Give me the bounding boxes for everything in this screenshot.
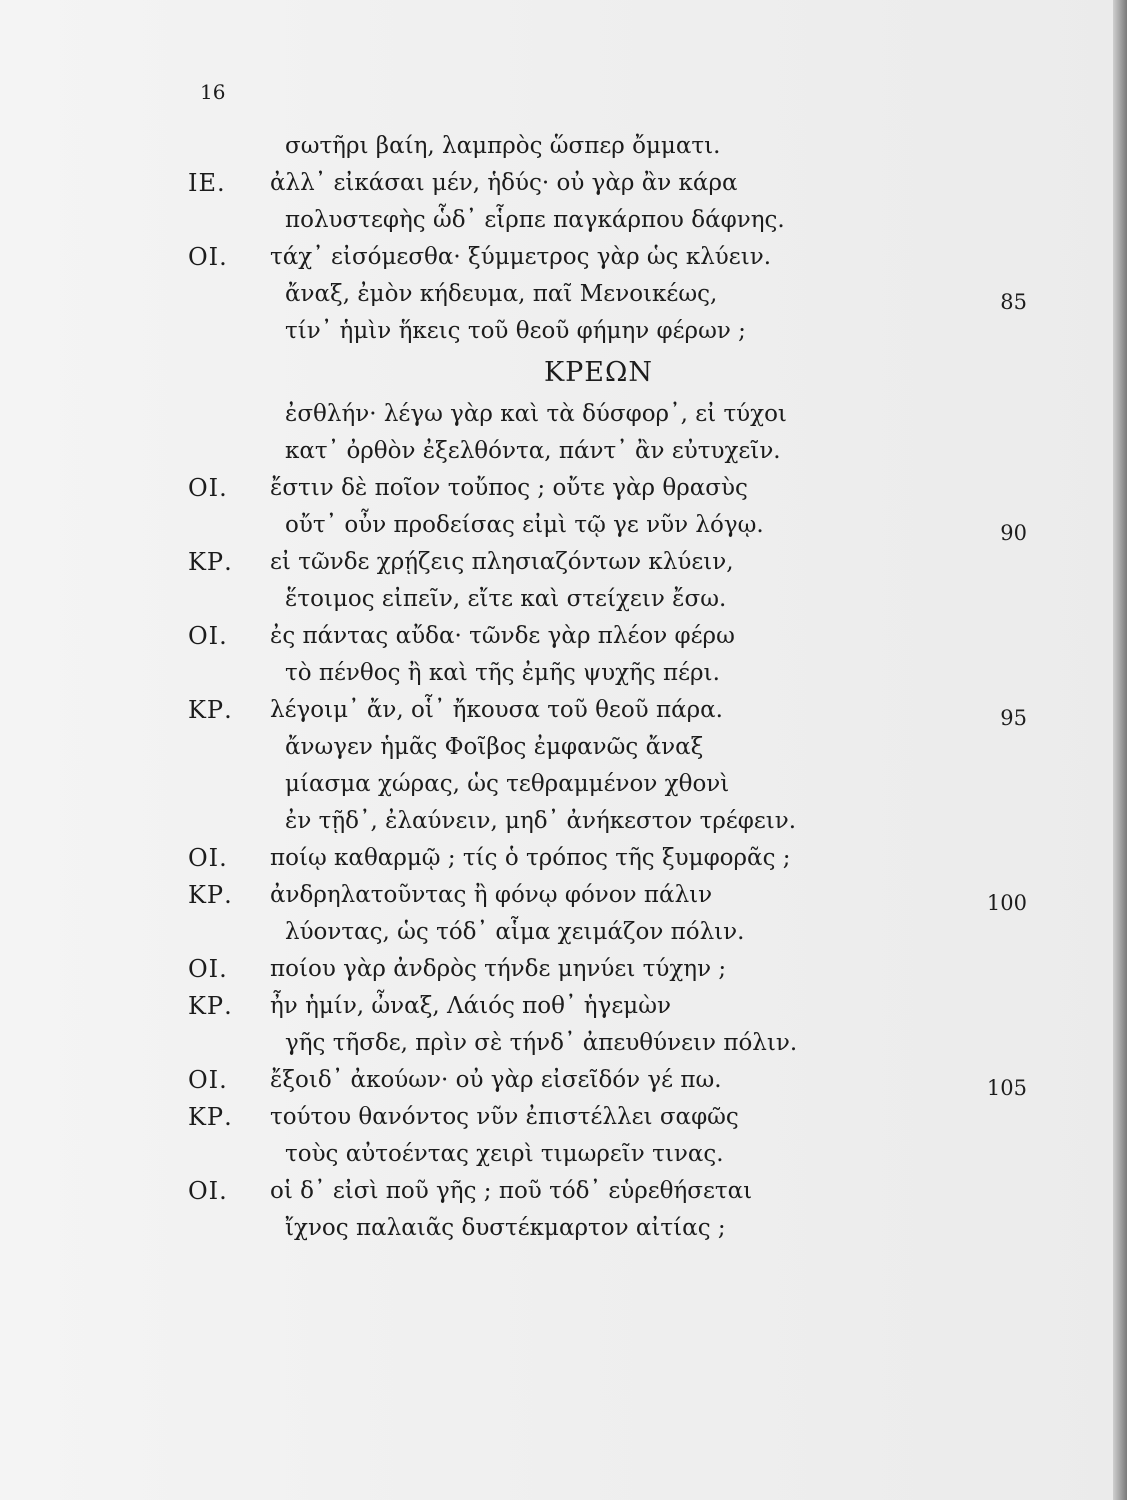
verse-text: ἦν ἡμίν, ὦναξ, Λάιός ποθ᾽ ἡγεμὼν bbox=[270, 993, 671, 1019]
verse-block bbox=[0, 128, 1127, 1247]
line-number: 85 bbox=[1000, 290, 1027, 314]
verse-line bbox=[0, 951, 1127, 988]
speaker-label: ΟΙ. bbox=[188, 474, 228, 502]
verse-line bbox=[0, 803, 1127, 840]
verse-line bbox=[0, 1099, 1127, 1136]
verse-line bbox=[0, 202, 1127, 239]
verse-text: λέγοιμ᾽ ἄν, οἷ᾽ ἤκουσα τοῦ θεοῦ πάρα. bbox=[270, 697, 723, 723]
verse-text: τάχ᾽ εἰσόμεσθα· ξύμμετρος γὰρ ὡς κλύειν. bbox=[270, 244, 772, 270]
verse-line bbox=[0, 840, 1127, 877]
speaker-label: ΚΡ. bbox=[188, 696, 233, 724]
verse-text: λύοντας, ὡς τόδ᾽ αἷμα χειμάζον πόλιν. bbox=[285, 919, 745, 945]
line-number: 95 bbox=[1000, 706, 1027, 730]
speaker-label: ΟΙ. bbox=[188, 1177, 228, 1205]
verse-text: οὔτ᾽ οὖν προδείσας εἰμὶ τῷ γε νῦν λόγῳ. bbox=[285, 512, 764, 538]
line-number: 105 bbox=[986, 1076, 1027, 1100]
verse-text: ἴχνος παλαιᾶς δυστέκμαρτον αἰτίας ; bbox=[285, 1215, 726, 1241]
verse-text: ἄναξ, ἐμὸν κήδευμα, παῖ Μενοικέως, bbox=[285, 281, 718, 307]
verse-line bbox=[0, 276, 1127, 313]
line-number: 100 bbox=[986, 891, 1027, 915]
verse-line bbox=[0, 877, 1127, 914]
speaker-label: ΟΙ. bbox=[188, 622, 228, 650]
verse-text: ἔξοιδ᾽ ἀκούων· οὐ γὰρ εἰσεῖδόν γέ πω. bbox=[270, 1067, 722, 1093]
speaker-label: ΚΡ. bbox=[188, 1103, 233, 1131]
verse-line bbox=[0, 1136, 1127, 1173]
speaker-label: ΟΙ. bbox=[188, 844, 228, 872]
speaker-label: ΟΙ. bbox=[188, 243, 228, 271]
verse-text: ἐς πάντας αὔδα· τῶνδε γὰρ πλέον φέρω bbox=[270, 623, 735, 649]
verse-text: ποίῳ καθαρμῷ ; τίς ὁ τρόπος τῆς ξυμφορᾶς ; bbox=[270, 845, 791, 871]
verse-line bbox=[0, 470, 1127, 507]
verse-line bbox=[0, 165, 1127, 202]
verse-text: τοὺς αὐτοέντας χειρὶ τιμωρεῖν τινας. bbox=[285, 1141, 724, 1167]
verse-line bbox=[0, 766, 1127, 803]
speaker-label: ΚΡ. bbox=[188, 881, 233, 909]
verse-line bbox=[0, 1025, 1127, 1062]
verse-text: τούτου θανόντος νῦν ἐπιστέλλει σαφῶς bbox=[270, 1104, 739, 1130]
verse-text: ἐν τῇδ᾽, ἐλαύνειν, μηδ᾽ ἀνήκεστον τρέφειν. bbox=[285, 808, 797, 834]
verse-text: πολυστεφὴς ὧδ᾽ εἷρπε παγκάρπου δάφνης. bbox=[285, 207, 785, 233]
verse-text: ποίου γὰρ ἀνδρὸς τήνδε μηνύει τύχην ; bbox=[270, 956, 727, 982]
speaker-heading: ΚΡΕΩΝ bbox=[543, 357, 654, 388]
verse-text: ἕτοιμος εἰπεῖν, εἴτε καὶ στείχειν ἔσω. bbox=[285, 586, 727, 612]
speaker-label: ΚΡ. bbox=[188, 548, 233, 576]
speaker-label: ΙΕ. bbox=[188, 169, 226, 197]
speaker-label: ΚΡ. bbox=[188, 992, 233, 1020]
verse-text: ἀνδρηλατοῦντας ἢ φόνῳ φόνον πάλιν bbox=[270, 882, 713, 908]
line-number: 90 bbox=[1000, 521, 1027, 545]
verse-text: ἐσθλήν· λέγω γὰρ καὶ τὰ δύσφορ᾽, εἰ τύχοι bbox=[285, 401, 787, 427]
verse-line bbox=[0, 988, 1127, 1025]
verse-text: σωτῆρι βαίη, λαμπρὸς ὥσπερ ὄμματι. bbox=[285, 133, 721, 159]
verse-line bbox=[0, 655, 1127, 692]
verse-line bbox=[0, 1062, 1127, 1099]
verse-line bbox=[0, 239, 1127, 276]
verse-line bbox=[0, 692, 1127, 729]
verse-line bbox=[0, 729, 1127, 766]
verse-text: τίν᾽ ἡμὶν ἥκεις τοῦ θεοῦ φήμην φέρων ; bbox=[285, 318, 746, 344]
verse-line bbox=[0, 128, 1127, 165]
verse-line bbox=[0, 544, 1127, 581]
verse-line bbox=[0, 396, 1127, 433]
verse-text: κατ᾽ ὀρθὸν ἐξελθόντα, πάντ᾽ ἂν εὐτυχεῖν. bbox=[285, 438, 781, 464]
verse-line bbox=[0, 618, 1127, 655]
verse-text: εἰ τῶνδε χρῄζεις πλησιαζόντων κλύειν, bbox=[270, 549, 734, 575]
page-number: 16 bbox=[200, 80, 226, 104]
speaker-label: ΟΙ. bbox=[188, 955, 228, 983]
verse-line bbox=[0, 1173, 1127, 1210]
verse-line bbox=[0, 433, 1127, 470]
verse-text: γῆς τῆσδε, πρὶν σὲ τήνδ᾽ ἀπευθύνειν πόλιν. bbox=[285, 1030, 798, 1056]
verse-text: ἄνωγεν ἡμᾶς Φοῖβος ἐμφανῶς ἄναξ bbox=[285, 734, 704, 760]
verse-text: μίασμα χώρας, ὡς τεθραμμένον χθονὶ bbox=[285, 771, 730, 797]
verse-line bbox=[0, 1210, 1127, 1247]
verse-text: ἀλλ᾽ εἰκάσαι μέν, ἡδύς· οὐ γὰρ ἂν κάρα bbox=[270, 170, 738, 196]
page-edge-shadow bbox=[1113, 0, 1127, 1500]
verse-line bbox=[0, 507, 1127, 544]
verse-text: οἱ δ᾽ εἰσὶ ποῦ γῆς ; ποῦ τόδ᾽ εὑρεθήσεται bbox=[270, 1178, 753, 1204]
verse-text: τὸ πένθος ἢ καὶ τῆς ἐμῆς ψυχῆς πέρι. bbox=[285, 660, 720, 686]
verse-text: ἔστιν δὲ ποῖον τοὔπος ; οὔτε γὰρ θρασὺς bbox=[270, 475, 748, 501]
verse-line bbox=[0, 581, 1127, 618]
verse-line bbox=[0, 914, 1127, 951]
verse-line bbox=[0, 313, 1127, 350]
speaker-label: ΟΙ. bbox=[188, 1066, 228, 1094]
